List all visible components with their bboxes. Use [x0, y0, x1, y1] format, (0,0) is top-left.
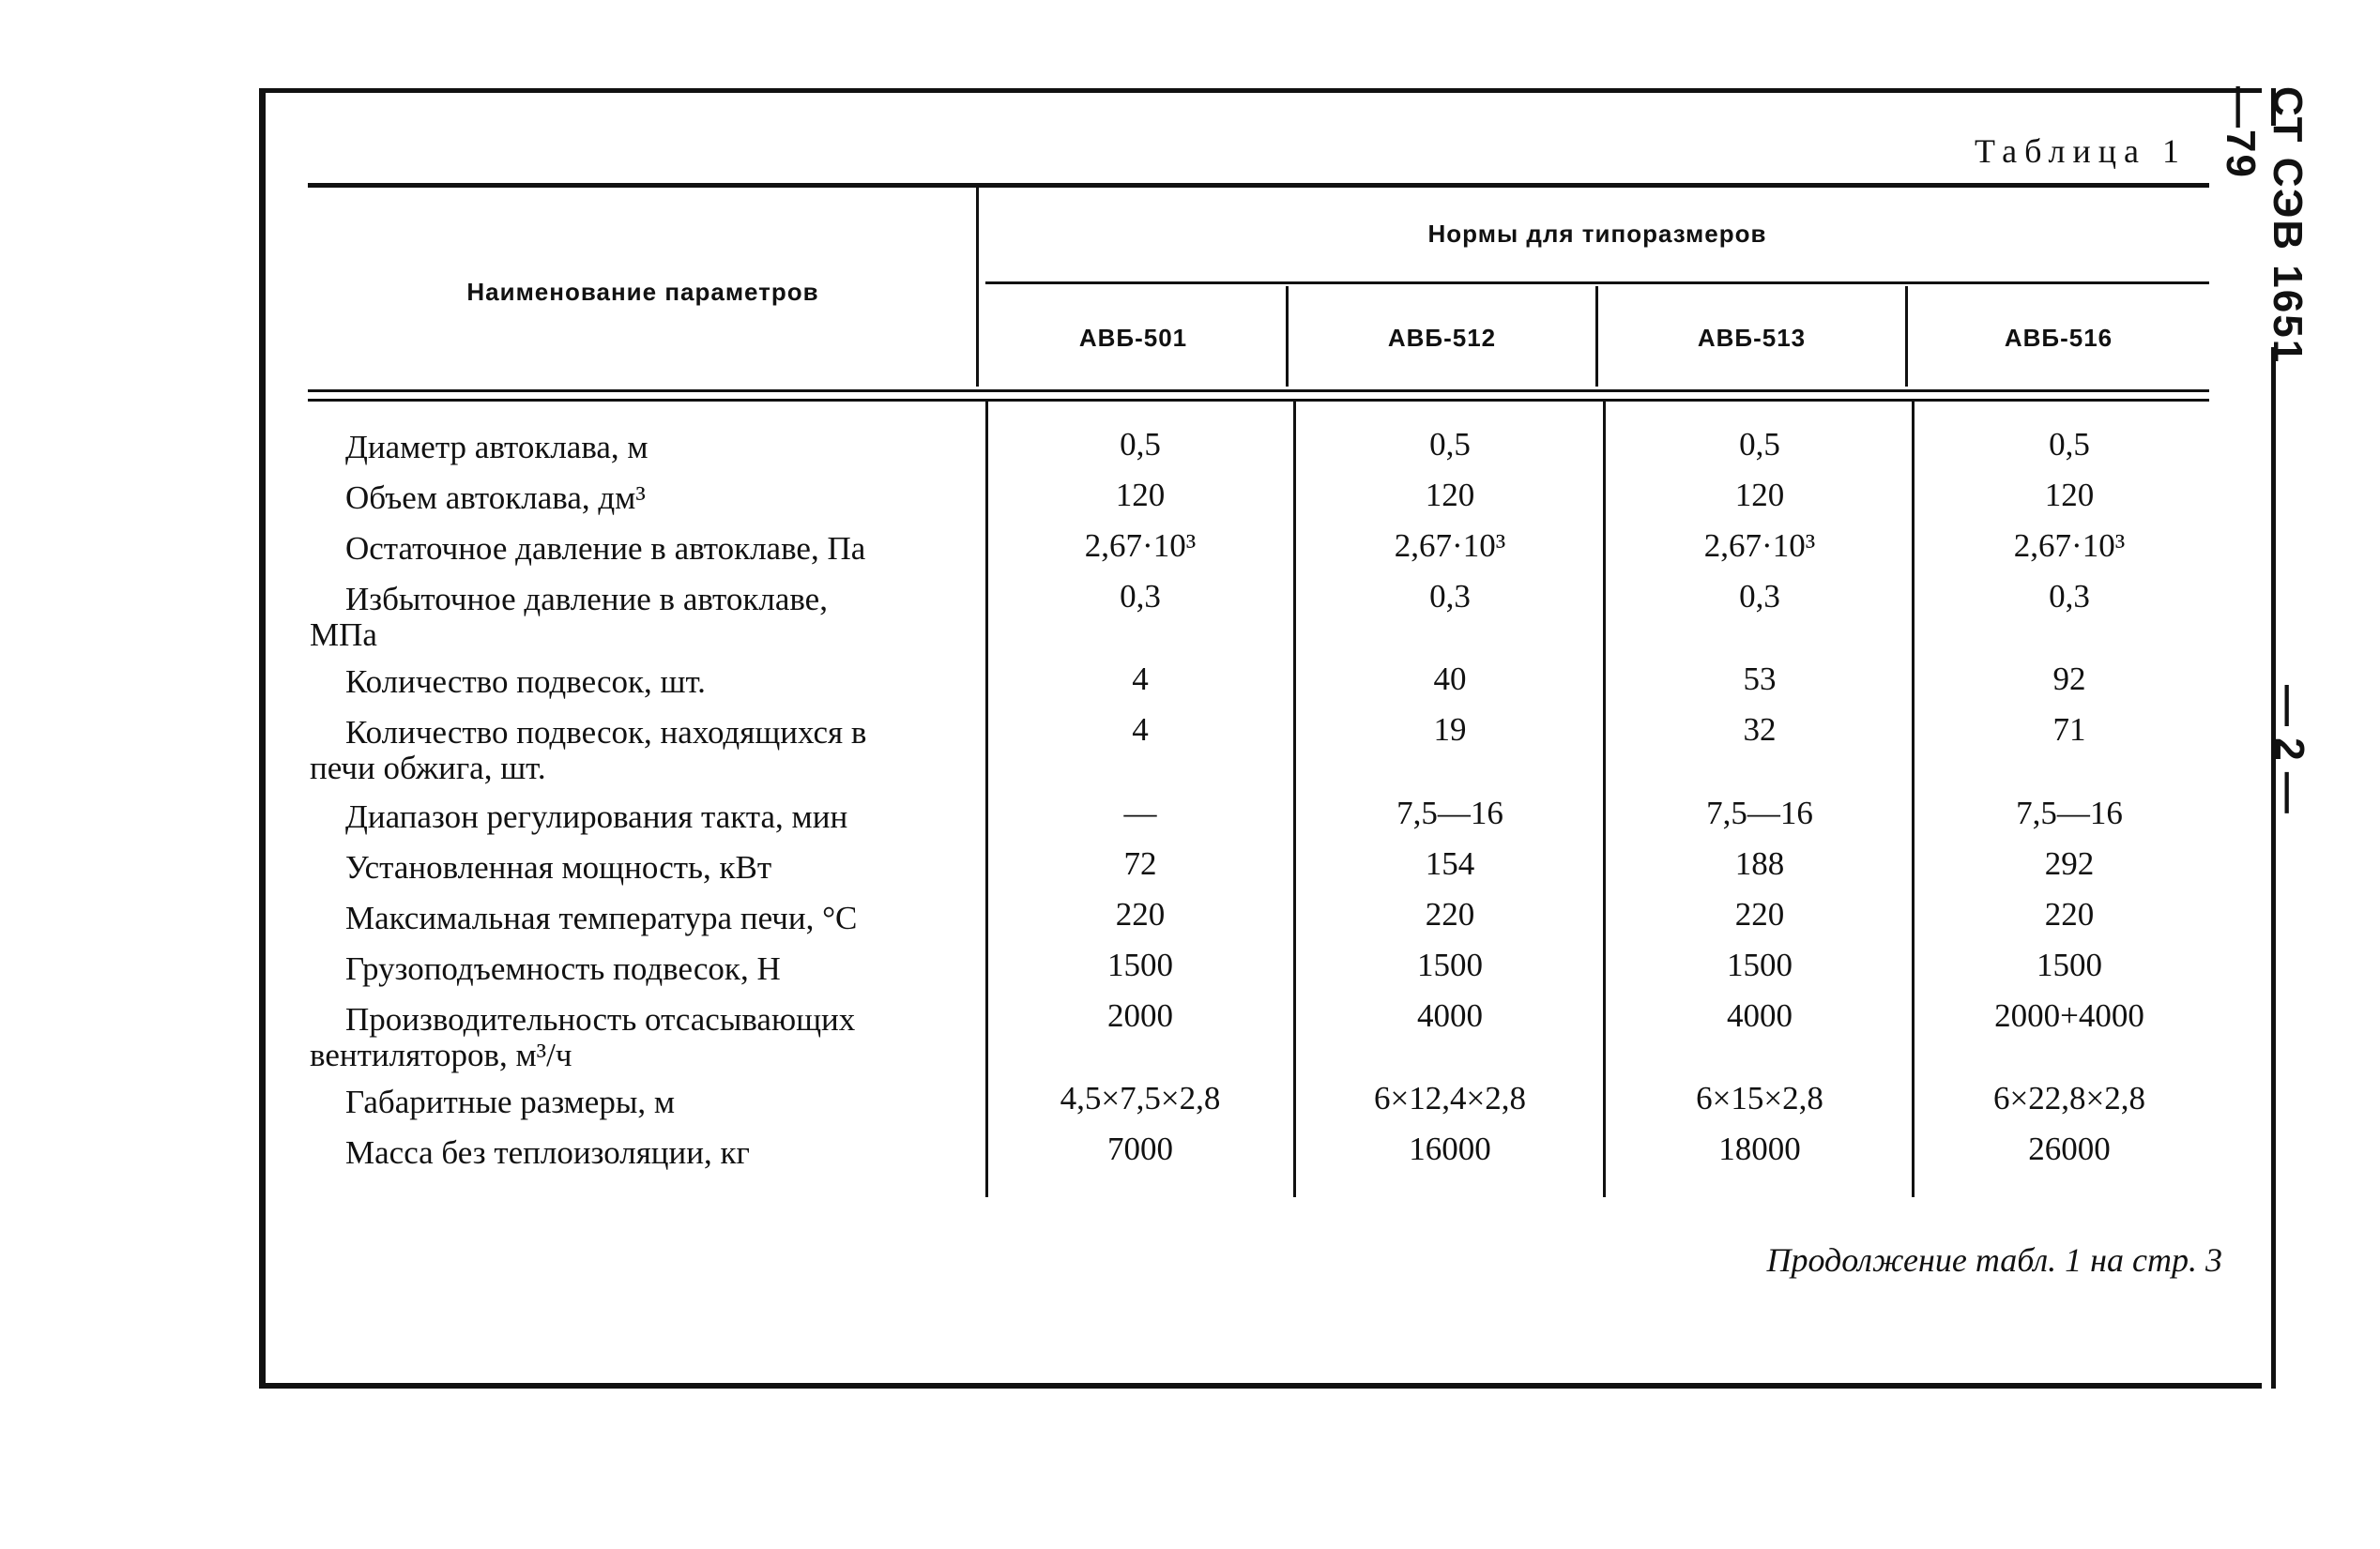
- cell-r8-c1: 72: [1123, 845, 1157, 882]
- standard-code: СТ СЭВ 1651—79: [2218, 86, 2311, 365]
- cell-r12-c4: 6×22,8×2,8: [1993, 1080, 2145, 1116]
- cell-r3-c1: 2,67·10³: [1084, 527, 1197, 564]
- header-model-2: АВБ-512: [1387, 324, 1497, 352]
- cell-r13-c2: 16000: [1409, 1131, 1491, 1167]
- cell-r3-c3: 2,67·10³: [1703, 527, 1816, 564]
- cell-r6-c2: 19: [1433, 711, 1467, 748]
- header-bottom-rule-2: [308, 399, 2209, 402]
- row-label-7: Диапазон регулирования такта, мин: [345, 798, 848, 835]
- row-label-2: Объем автоклава, дм³: [345, 479, 646, 516]
- row-label-1: Диаметр автоклава, м: [345, 429, 648, 465]
- header-param-name: Наименование параметров: [466, 278, 819, 306]
- page-frame-bottom: [259, 1383, 2262, 1389]
- row-label-11: [310, 1002, 967, 1073]
- header-group: Нормы для типоразмеров: [1427, 220, 1767, 248]
- cell-r11-c1: 2000: [1107, 997, 1173, 1034]
- cell-r10-c4: 1500: [2037, 947, 2102, 983]
- row-label-8: Установленная мощность, кВт: [345, 849, 772, 886]
- row-label-3: Остаточное давление в автоклаве, Па: [345, 530, 866, 567]
- cell-r7-c3: 7,5—16: [1706, 795, 1813, 831]
- cell-r7-c1: —: [1123, 795, 1157, 831]
- row-label-6: [310, 715, 967, 786]
- cell-r4-c1: 0,3: [1120, 578, 1161, 615]
- row-label-13: Масса без теплоизоляции, кг: [345, 1134, 750, 1171]
- page-number: — 2 —: [2266, 685, 2312, 813]
- cell-r7-c4: 7,5—16: [2016, 795, 2123, 831]
- cell-r1-c2: 0,5: [1429, 426, 1471, 463]
- group-divider-rule: [985, 281, 2209, 284]
- table-top-rule: [308, 183, 2209, 188]
- cell-r2-c4: 120: [2044, 477, 2095, 513]
- cell-r12-c3: 6×15×2,8: [1696, 1080, 1823, 1116]
- row-label-6-line2: печи обжига, шт.: [310, 750, 546, 786]
- cell-r8-c2: 154: [1425, 845, 1475, 882]
- cell-r1-c1: 0,5: [1120, 426, 1161, 463]
- cell-r4-c2: 0,3: [1429, 578, 1471, 615]
- row-label-11-line2: вентиляторов, м³/ч: [310, 1037, 572, 1073]
- row-label-5: Количество подвесок, шт.: [345, 663, 706, 700]
- header-bottom-rule-1: [308, 389, 2209, 392]
- cell-r13-c1: 7000: [1107, 1131, 1173, 1167]
- row-label-9: Максимальная температура печи, °С: [345, 900, 858, 936]
- cell-r5-c4: 92: [2052, 661, 2086, 697]
- cell-r11-c4: 2000+4000: [1994, 997, 2144, 1034]
- cell-r12-c2: 6×12,4×2,8: [1374, 1080, 1526, 1116]
- cell-r9-c2: 220: [1425, 896, 1475, 933]
- cell-r4-c4: 0,3: [2049, 578, 2090, 615]
- cell-r6-c4: 71: [2052, 711, 2086, 748]
- row-label-4-line1: Избыточное давление в автоклаве,: [345, 581, 828, 617]
- row-label-10: Грузоподъемность подвесок, Н: [345, 950, 781, 987]
- cell-r3-c2: 2,67·10³: [1394, 527, 1506, 564]
- cell-r2-c2: 120: [1425, 477, 1475, 513]
- header-model-3: АВБ-513: [1697, 324, 1807, 352]
- table-continuation-note: Продолжение табл. 1 на стр. 3: [1766, 1241, 2222, 1279]
- cell-r9-c1: 220: [1115, 896, 1166, 933]
- row-label-6-line1: Количество подвесок, находящихся в: [345, 714, 867, 751]
- cell-r11-c3: 4000: [1727, 997, 1793, 1034]
- cell-r5-c1: 4: [1132, 661, 1149, 697]
- cell-r10-c3: 1500: [1727, 947, 1793, 983]
- cell-r2-c3: 120: [1734, 477, 1785, 513]
- cell-r6-c3: 32: [1743, 711, 1777, 748]
- cell-r13-c4: 26000: [2028, 1131, 2111, 1167]
- cell-r8-c3: 188: [1734, 845, 1785, 882]
- cell-r5-c2: 40: [1433, 661, 1467, 697]
- cell-r12-c1: 4,5×7,5×2,8: [1060, 1080, 1221, 1116]
- cell-r8-c4: 292: [2044, 845, 2095, 882]
- row-label-12: Габаритные размеры, м: [345, 1084, 676, 1120]
- header-model-4: АВБ-516: [2004, 324, 2113, 352]
- row-label-4: [310, 582, 967, 653]
- cell-r7-c2: 7,5—16: [1396, 795, 1503, 831]
- col-divider-0: [976, 188, 979, 387]
- table-title: Таблица 1: [1975, 132, 2187, 170]
- row-label-11-line1: Производительность отсасывающих: [345, 1001, 856, 1038]
- cell-r5-c3: 53: [1743, 661, 1777, 697]
- row-label-4-line2: МПа: [310, 616, 377, 653]
- page-frame-top: [259, 88, 2262, 93]
- page-frame-left: [259, 88, 266, 1388]
- cell-r9-c3: 220: [1734, 896, 1785, 933]
- cell-r10-c1: 1500: [1107, 947, 1173, 983]
- cell-r9-c4: 220: [2044, 896, 2095, 933]
- cell-r1-c4: 0,5: [2049, 426, 2090, 463]
- cell-r2-c1: 120: [1115, 477, 1166, 513]
- cell-r10-c2: 1500: [1417, 947, 1483, 983]
- cell-r3-c4: 2,67·10³: [2013, 527, 2126, 564]
- page-frame-right: [2271, 347, 2276, 1389]
- cell-r1-c3: 0,5: [1739, 426, 1780, 463]
- header-model-1: АВБ-501: [1078, 324, 1188, 352]
- cell-r4-c3: 0,3: [1739, 578, 1780, 615]
- cell-r13-c3: 18000: [1718, 1131, 1801, 1167]
- cell-r11-c2: 4000: [1417, 997, 1483, 1034]
- cell-r6-c1: 4: [1132, 711, 1149, 748]
